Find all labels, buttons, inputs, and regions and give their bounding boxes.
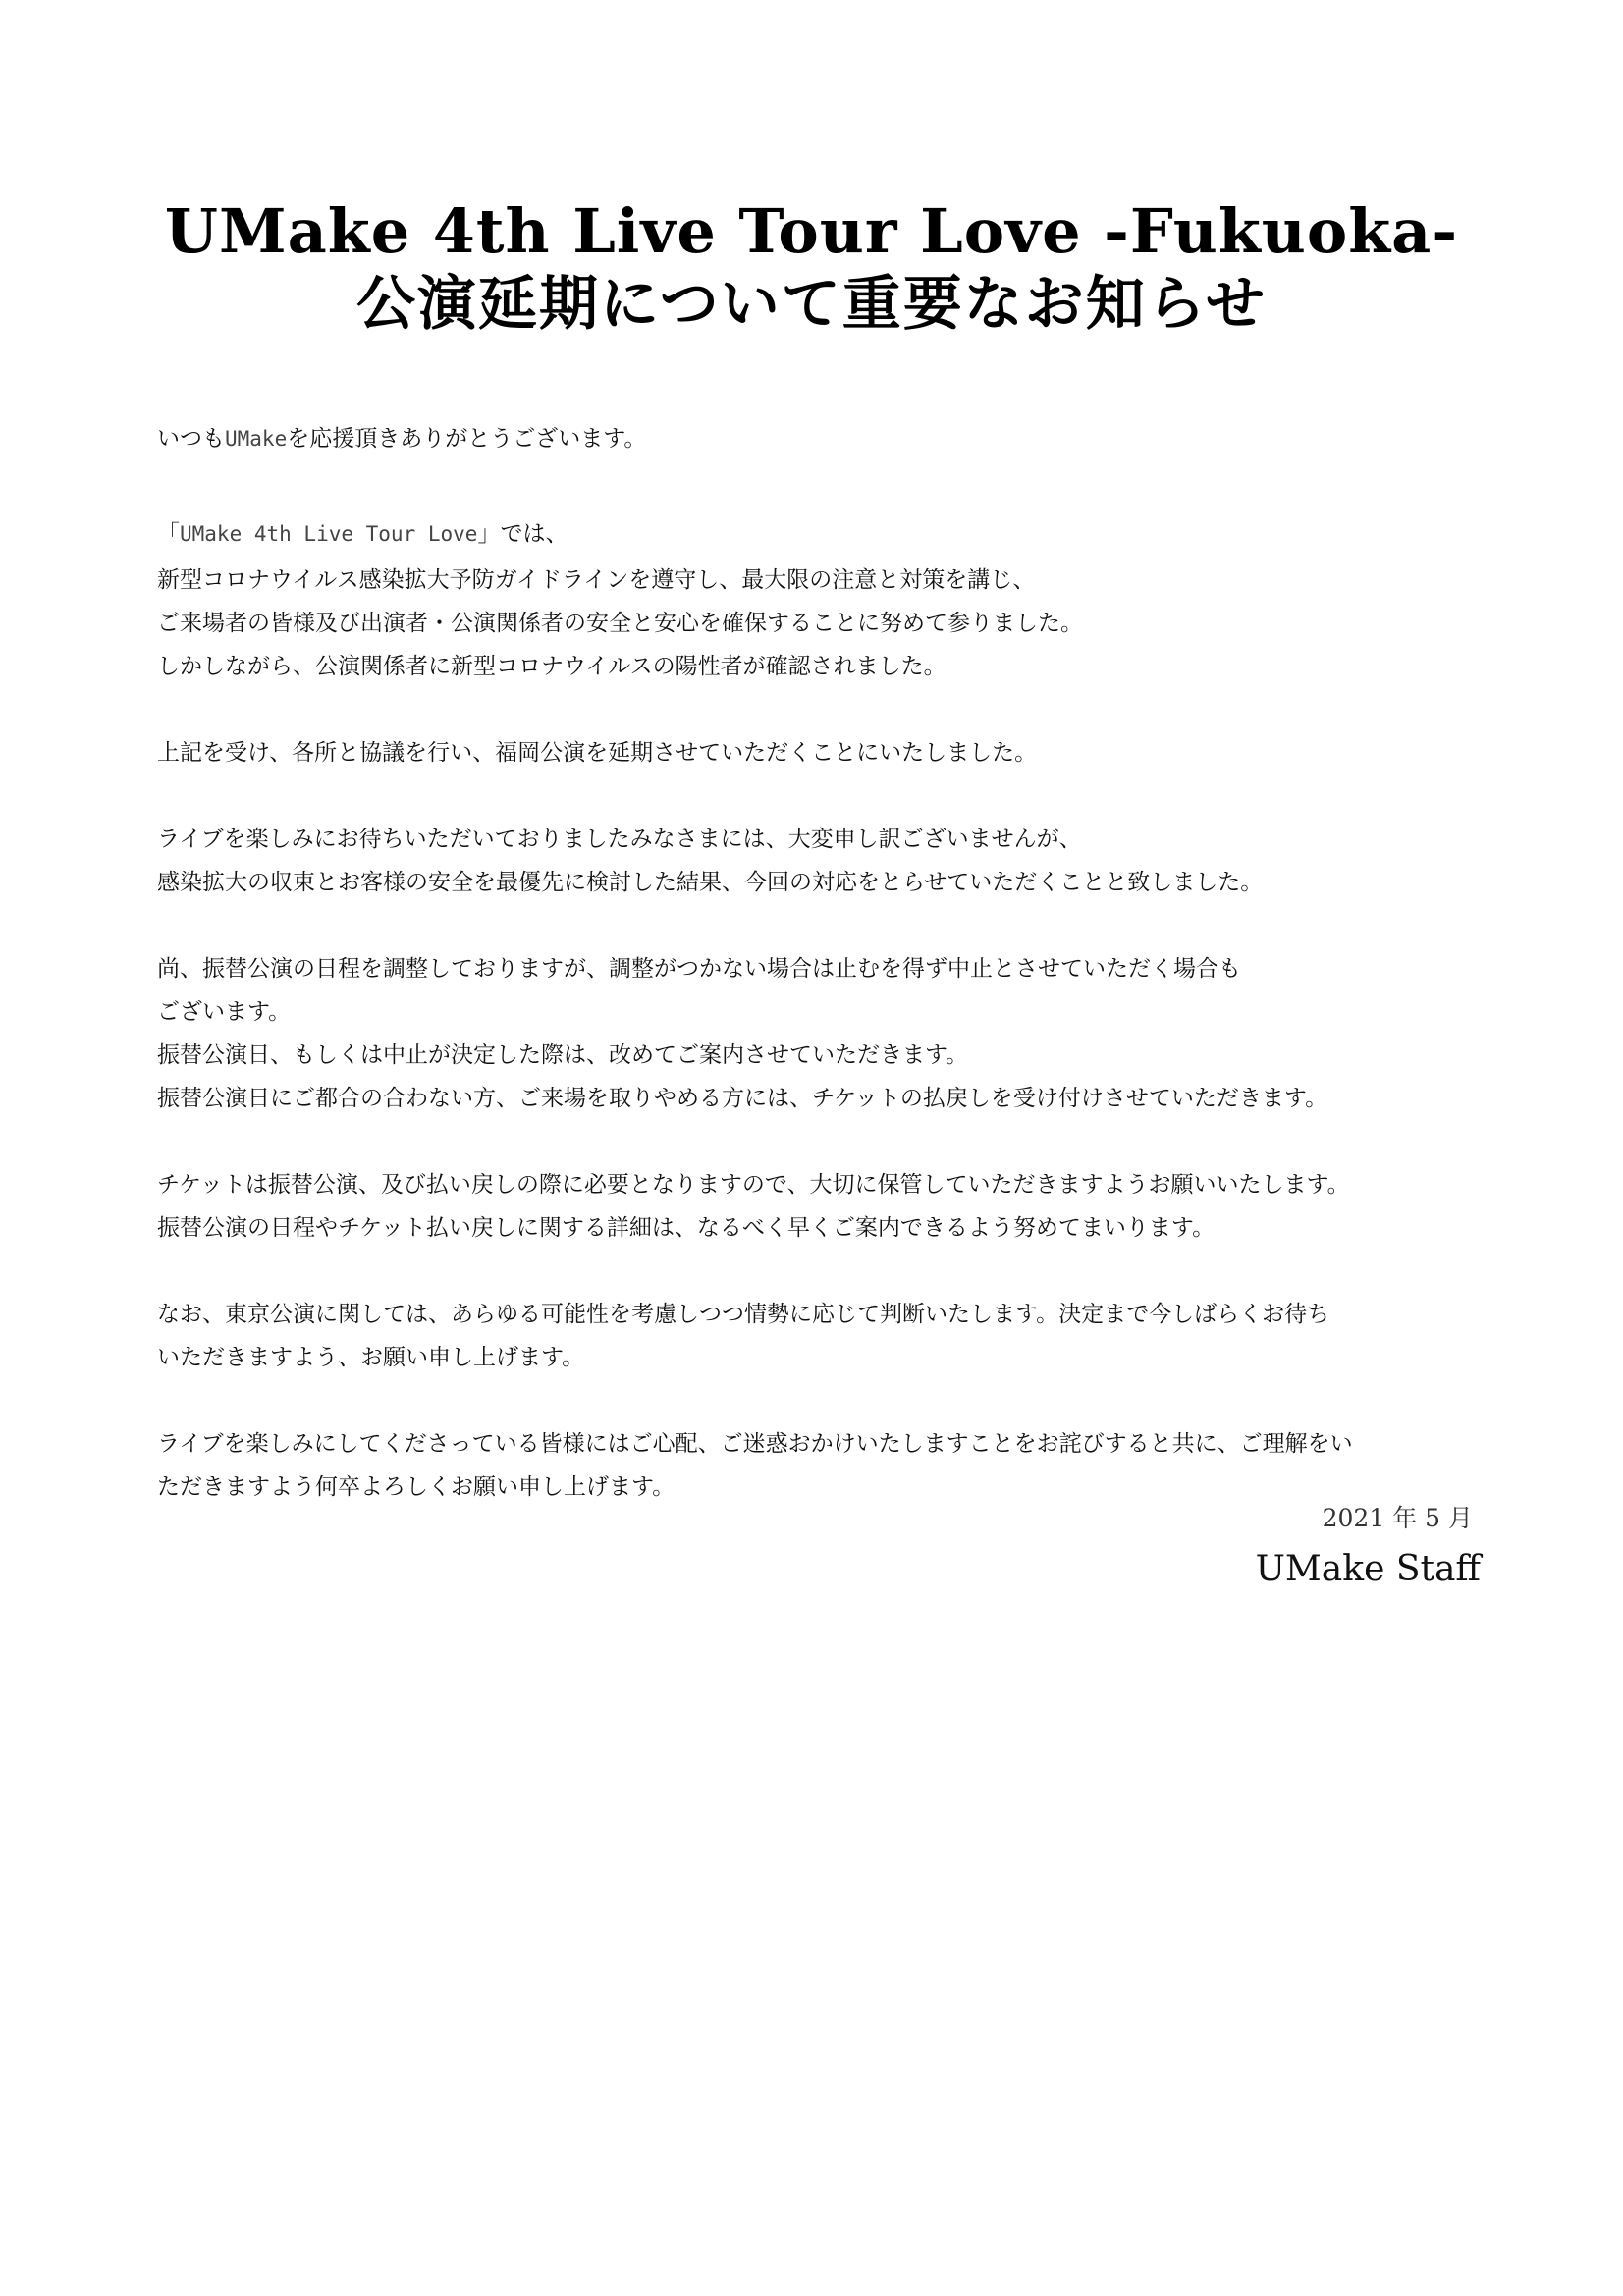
paragraph-6-line-2: いただきますよう、お願い申し上げます。 (157, 1345, 585, 1370)
paragraph-1-line-4: しかしながら、公演関係者に新型コロナウイルスの陽性者が確認されました。 (157, 654, 947, 679)
issue-date: 2021 年 5 月 (1322, 1504, 1473, 1532)
paragraph-4-line-1: 尚、振替公演の日程を調整しておりますが、調整がつかない場合は止むを得ず中止とさせていただく場合も (157, 956, 1241, 982)
page-title: UMake 4th Live Tour Love -Fukuoka- (164, 195, 1459, 267)
paragraph-6-line-1: なお、東京公演に関しては、あらゆる可能性を考慮しつつ情勢に応じて判断いたします。決定まで今しばらくお待ち (157, 1302, 1330, 1327)
brand-name: UMake (225, 427, 288, 451)
paragraph-4-line-2: ございます。 (157, 999, 292, 1025)
page-subtitle: 公演延期について重要なお知らせ (356, 270, 1267, 339)
signature: UMake Staff (1255, 1549, 1481, 1589)
paragraph-1-line-2: 新型コロナウイルス感染拡大予防ガイドラインを遵守し、最大限の注意と対策を講じ、 (157, 567, 1036, 593)
paragraph-7-line-2: ただきますよう何卒よろしくお願い申し上げます。 (157, 1474, 676, 1500)
paragraph-7-line-1: ライブを楽しみにしてくださっている皆様にはご心配、ご迷惑おかけいたしますことをお詫びすると共に、ご理解をい (157, 1431, 1353, 1457)
paragraph-4-line-3: 振替公演日、もしくは中止が決定した際は、改めてご案内させていただきます。 (157, 1042, 969, 1068)
paragraph-3-line-2: 感染拡大の収束とお客様の安全を最優先に検討した結果、今回の対応をとらせていただくことと致しました。 (157, 870, 1264, 895)
paragraph-5-line-1: チケットは振替公演、及び払い戻しの際に必要となりますので、大切に保管していただきますようお願いいたします。 (157, 1172, 1350, 1198)
paragraph-1-line-1 (157, 517, 568, 551)
paragraph-3-line-1: ライブを楽しみにお待ちいただいておりましたみなさまには、大変申し訳ございませんが、 (157, 827, 1082, 852)
bracket-open: 「 (157, 521, 180, 547)
paragraph-2-line-1: 上記を受け、各所と協議を行い、福岡公演を延期させていただくことにいたしました。 (157, 740, 1038, 766)
tour-name: UMake 4th Live Tour Love (180, 522, 478, 546)
paragraph-5-line-2: 振替公演の日程やチケット払い戻しに関する詳細は、なるべく早くご案内できるよう努めてまいります。 (157, 1215, 1216, 1241)
paragraph-4-line-4: 振替公演日にご都合の合わない方、ご来場を取りやめる方には、チケットの払戻しを受け付けさせていただきます。 (157, 1086, 1328, 1111)
greeting-line (157, 422, 646, 455)
bracket-close: 」では、 (477, 521, 568, 547)
paragraph-1-line-3: ご来場者の皆様及び出演者・公演関係者の安全と安心を確保することに努めて参りました。 (157, 611, 1083, 636)
greeting-text: いつも (157, 426, 225, 452)
greeting-text: を応援頂きありがとうございます。 (287, 426, 647, 452)
